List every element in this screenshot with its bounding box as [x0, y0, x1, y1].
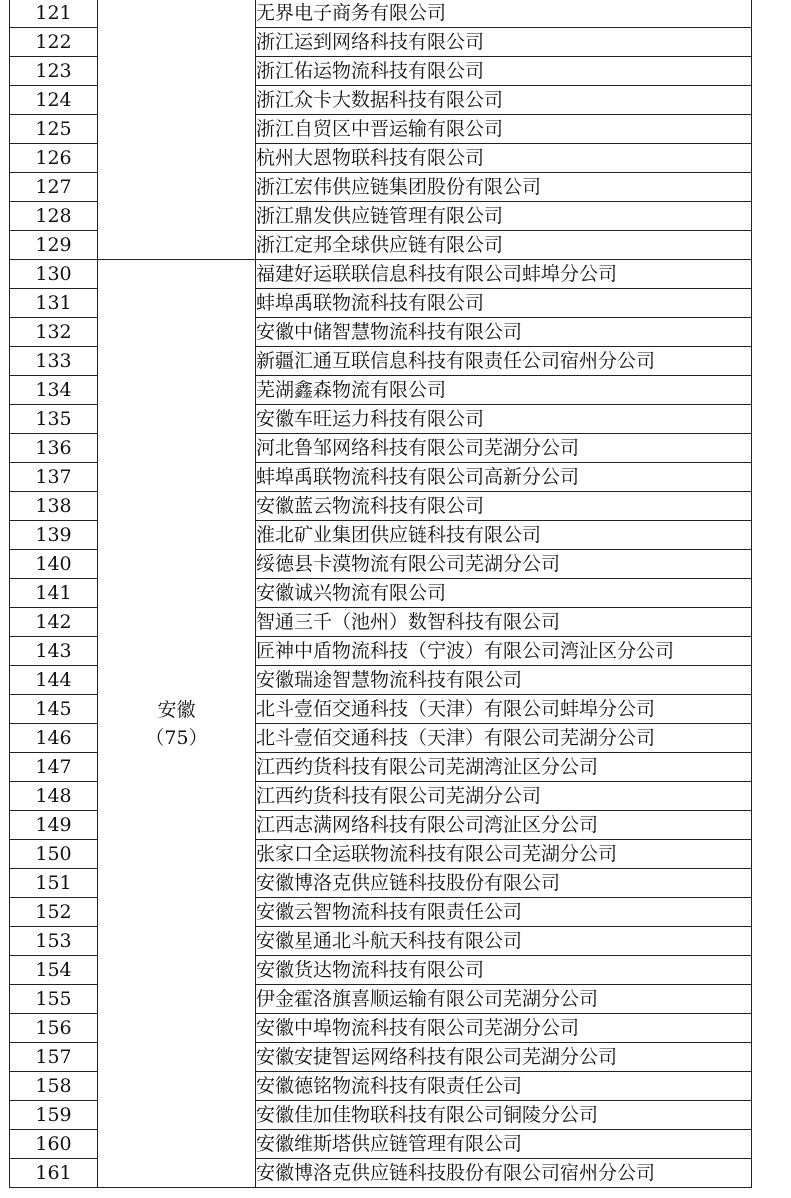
- serial-number-cell: 151: [10, 869, 98, 898]
- company-name-cell: 芜湖鑫森物流有限公司: [256, 376, 752, 405]
- serial-number-cell: 139: [10, 521, 98, 550]
- company-name-cell: 安徽德铭物流科技有限责任公司: [256, 1072, 752, 1101]
- serial-number-cell: 125: [10, 115, 98, 144]
- serial-number-cell: 147: [10, 753, 98, 782]
- company-name-cell: 安徽中储智慧物流科技有限公司: [256, 318, 752, 347]
- company-name-cell: 安徽货达物流科技有限公司: [256, 956, 752, 985]
- serial-number-cell: 122: [10, 28, 98, 57]
- company-name-cell: 北斗壹佰交通科技（天津）有限公司芜湖分公司: [256, 724, 752, 753]
- company-name-cell: 安徽安捷智运网络科技有限公司芜湖分公司: [256, 1043, 752, 1072]
- serial-number-cell: 134: [10, 376, 98, 405]
- serial-number-cell: 148: [10, 782, 98, 811]
- serial-number-cell: 137: [10, 463, 98, 492]
- company-name-cell: 智通三千（池州）数智科技有限公司: [256, 608, 752, 637]
- serial-number-cell: 129: [10, 231, 98, 260]
- company-name-cell: 安徽星通北斗航天科技有限公司: [256, 927, 752, 956]
- registry-table-body: [10, 0, 752, 1188]
- company-name-cell: 安徽云智物流科技有限责任公司: [256, 898, 752, 927]
- company-name-cell: 浙江运到网络科技有限公司: [256, 28, 752, 57]
- serial-number-cell: 133: [10, 347, 98, 376]
- serial-number-cell: 140: [10, 550, 98, 579]
- table-row: [10, 0, 752, 28]
- company-name-cell: 绥德县卡漠物流有限公司芜湖分公司: [256, 550, 752, 579]
- serial-number-cell: 123: [10, 57, 98, 86]
- company-name-cell: 安徽维斯塔供应链管理有限公司: [256, 1130, 752, 1159]
- serial-number-cell: 143: [10, 637, 98, 666]
- company-name-cell: 安徽诚兴物流有限公司: [256, 579, 752, 608]
- serial-number-cell: 126: [10, 144, 98, 173]
- serial-number-cell: 128: [10, 202, 98, 231]
- serial-number-cell: 152: [10, 898, 98, 927]
- province-cell: [98, 260, 256, 1188]
- serial-number-cell: 141: [10, 579, 98, 608]
- serial-number-cell: 127: [10, 173, 98, 202]
- company-name-cell: 安徽博洛克供应链科技股份有限公司: [256, 869, 752, 898]
- serial-number-cell: 144: [10, 666, 98, 695]
- serial-number-cell: 153: [10, 927, 98, 956]
- company-name-cell: 北斗壹佰交通科技（天津）有限公司蚌埠分公司: [256, 695, 752, 724]
- serial-number-cell: 124: [10, 86, 98, 115]
- company-registry-table: [9, 0, 752, 1188]
- company-name-cell: 浙江宏伟供应链集团股份有限公司: [256, 173, 752, 202]
- company-name-cell: 浙江鼎发供应链管理有限公司: [256, 202, 752, 231]
- serial-number-cell: 161: [10, 1159, 98, 1188]
- company-name-cell: 福建好运联联信息科技有限公司蚌埠分公司: [256, 260, 752, 289]
- serial-number-cell: 157: [10, 1043, 98, 1072]
- serial-number-cell: 155: [10, 985, 98, 1014]
- company-name-cell: 张家口全运联物流科技有限公司芜湖分公司: [256, 840, 752, 869]
- serial-number-cell: 158: [10, 1072, 98, 1101]
- company-name-cell: 淮北矿业集团供应链科技有限公司: [256, 521, 752, 550]
- company-name-cell: 江西志满网络科技有限公司湾沚区分公司: [256, 811, 752, 840]
- company-name-cell: 匠神中盾物流科技（宁波）有限公司湾沚区分公司: [256, 637, 752, 666]
- company-name-cell: 蚌埠禹联物流科技有限公司高新分公司: [256, 463, 752, 492]
- company-name-cell: 浙江定邦全球供应链有限公司: [256, 231, 752, 260]
- company-name-cell: 安徽瑞途智慧物流科技有限公司: [256, 666, 752, 695]
- province-name: 安徽: [157, 698, 196, 721]
- company-name-cell: 杭州大恩物联科技有限公司: [256, 144, 752, 173]
- serial-number-cell: 142: [10, 608, 98, 637]
- company-name-cell: 无界电子商务有限公司: [256, 0, 752, 28]
- serial-number-cell: 160: [10, 1130, 98, 1159]
- serial-number-cell: 132: [10, 318, 98, 347]
- serial-number-cell: 149: [10, 811, 98, 840]
- company-name-cell: 安徽中埠物流科技有限公司芜湖分公司: [256, 1014, 752, 1043]
- company-name-cell: 安徽车旺运力科技有限公司: [256, 405, 752, 434]
- serial-number-cell: 121: [10, 0, 98, 28]
- serial-number-cell: 156: [10, 1014, 98, 1043]
- province-cell: [98, 0, 256, 260]
- company-name-cell: 浙江佑运物流科技有限公司: [256, 57, 752, 86]
- company-name-cell: 伊金霍洛旗喜顺运输有限公司芜湖分公司: [256, 985, 752, 1014]
- company-name-cell: 蚌埠禹联物流科技有限公司: [256, 289, 752, 318]
- company-name-cell: 安徽博洛克供应链科技股份有限公司宿州分公司: [256, 1159, 752, 1188]
- company-name-cell: 新疆汇通互联信息科技有限责任公司宿州分公司: [256, 347, 752, 376]
- company-name-cell: 浙江自贸区中晋运输有限公司: [256, 115, 752, 144]
- table-row: [10, 260, 752, 289]
- serial-number-cell: 138: [10, 492, 98, 521]
- company-name-cell: 安徽蓝云物流科技有限公司: [256, 492, 752, 521]
- serial-number-cell: 130: [10, 260, 98, 289]
- province-count: （75）: [145, 726, 208, 749]
- serial-number-cell: 154: [10, 956, 98, 985]
- serial-number-cell: 131: [10, 289, 98, 318]
- serial-number-cell: 136: [10, 434, 98, 463]
- serial-number-cell: 150: [10, 840, 98, 869]
- company-name-cell: 浙江众卡大数据科技有限公司: [256, 86, 752, 115]
- company-name-cell: 安徽佳加佳物联科技有限公司铜陵分公司: [256, 1101, 752, 1130]
- serial-number-cell: 146: [10, 724, 98, 753]
- serial-number-cell: 145: [10, 695, 98, 724]
- company-name-cell: 江西约货科技有限公司芜湖湾沚区分公司: [256, 753, 752, 782]
- serial-number-cell: 159: [10, 1101, 98, 1130]
- serial-number-cell: 135: [10, 405, 98, 434]
- company-name-cell: 江西约货科技有限公司芜湖分公司: [256, 782, 752, 811]
- company-name-cell: 河北鲁邹网络科技有限公司芜湖分公司: [256, 434, 752, 463]
